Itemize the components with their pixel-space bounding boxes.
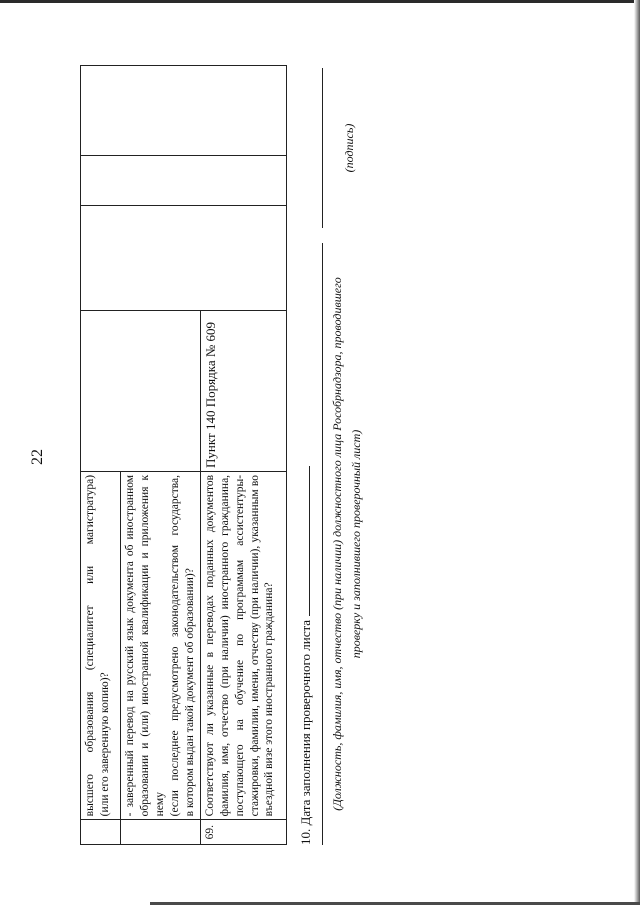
document-page [29, 55, 540, 845]
official-name-line [322, 243, 323, 845]
reference-cell: Пункт 140 Порядка № 609 [200, 310, 286, 471]
signature-line [322, 68, 323, 228]
question-cell [81, 471, 121, 819]
question-line: фамилия, имя, отчество (при наличии) иностранного гражданина, [218, 474, 231, 817]
question-line: образовании и (или) иностранной квалификации и приложения к нему [138, 474, 166, 817]
scan-edge-top [0, 0, 640, 3]
question-line: стажировки, фамилии, имени, отчеству (при наличии), указанным во [248, 474, 261, 817]
official-caption [328, 243, 365, 845]
answer-cell-no [81, 156, 287, 205]
question-line: (или его заверенную копию)? [98, 672, 111, 817]
scan-edge-right [634, 0, 640, 905]
row-number [81, 820, 121, 845]
fill-date-label: 10. Дата заполнения проверочного листа [298, 619, 313, 845]
table-row [81, 66, 121, 845]
answer-cell-na [81, 66, 287, 156]
row-number: 69. [200, 820, 286, 845]
reference-cell [81, 310, 201, 471]
question-line: в котором выдан такой документ об образовании)? [183, 568, 196, 817]
official-caption-line: (Должность, фамилия, имя, отчество (при наличии) должностного лица Рособрнадзора, проводившего [330, 277, 344, 811]
question-line: высшего образования (специалитет или магистратура) [84, 474, 96, 817]
question-cell [121, 471, 201, 819]
signature-caption: (подпись) [342, 123, 356, 173]
fill-date-field [298, 466, 314, 845]
question-line: - заверенный перевод на русский язык документа об иностранном [124, 474, 136, 817]
checklist-table [80, 65, 287, 845]
page-number: 22 [29, 449, 46, 465]
answer-cell-yes [81, 205, 287, 310]
question-line: въездной визе этого иностранного гражданина? [263, 582, 276, 817]
question-line: поступающего на обучение по программам ассистентуры- [233, 474, 246, 817]
question-line: (если последнее предусмотрено законодательством государства, [168, 474, 181, 817]
question-cell [200, 471, 286, 819]
fill-date-blank [298, 466, 310, 616]
row-number [121, 820, 201, 845]
official-caption-line: проверку и заполнившего проверочный лист) [348, 429, 363, 659]
question-line: Соответствуют ли указанные в переводах поданных документов [203, 474, 216, 817]
